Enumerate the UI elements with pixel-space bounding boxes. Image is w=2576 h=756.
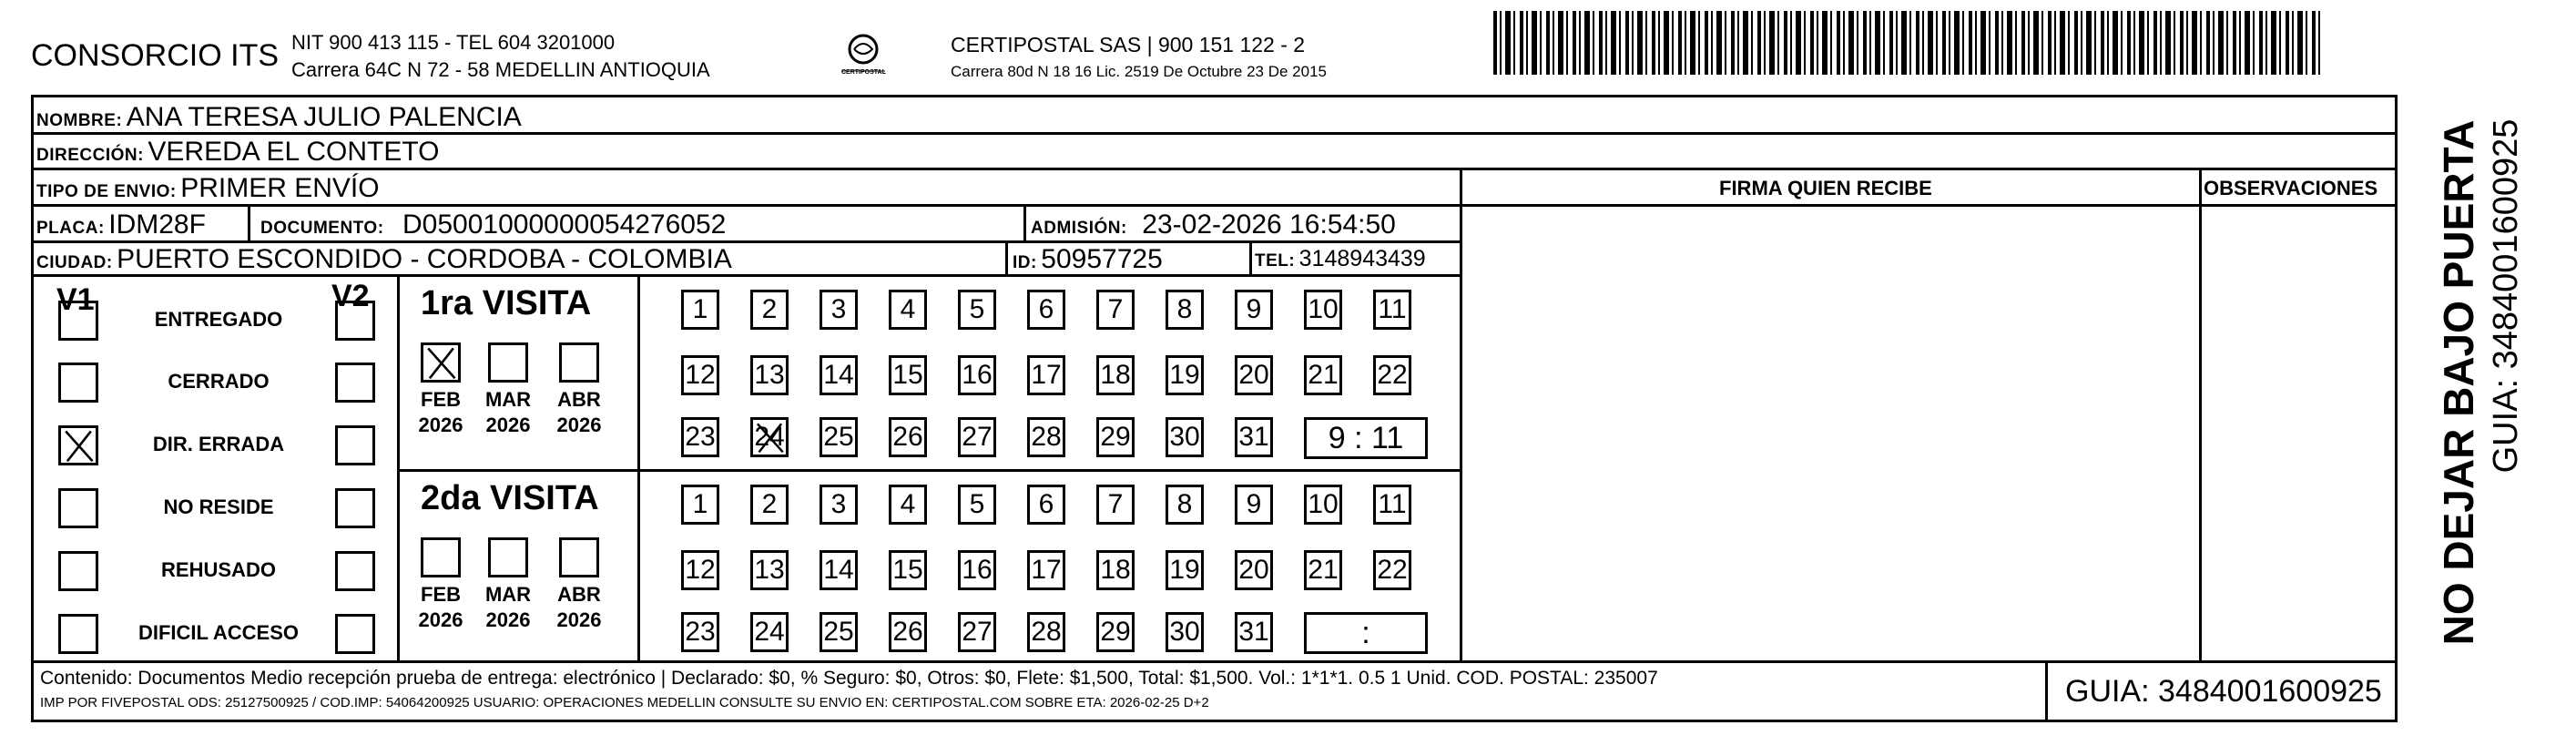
month-label: FEB <box>421 388 461 411</box>
day-box[interactable] <box>958 612 996 652</box>
footer-guia: GUIA: 3484001600925 <box>2065 674 2382 709</box>
firma-header: FIRMA QUIEN RECIBE <box>1719 177 1932 199</box>
placa-value: IDM28F <box>108 209 206 240</box>
year-label: 2026 <box>556 414 602 436</box>
day-number: 27 <box>962 422 993 452</box>
documento-value: D05001000000054276052 <box>402 209 727 240</box>
day-box[interactable] <box>958 290 996 330</box>
visit-title: 1ra VISITA <box>421 284 592 322</box>
day-number: 5 <box>969 294 985 324</box>
day-number: 5 <box>969 489 985 519</box>
day-box[interactable] <box>889 612 927 652</box>
row-line <box>31 168 2395 170</box>
day-number: 8 <box>1176 489 1193 519</box>
day-number: 2 <box>761 489 778 519</box>
day-box[interactable] <box>681 355 719 395</box>
day-number: 11 <box>1378 489 1407 519</box>
month-label: ABR <box>557 583 601 606</box>
month-checkbox[interactable] <box>559 537 599 577</box>
month-checkbox[interactable] <box>559 342 599 383</box>
month-checkbox[interactable] <box>421 342 461 383</box>
day-box[interactable] <box>1027 417 1065 457</box>
year-label: 2026 <box>485 608 531 631</box>
day-box[interactable] <box>820 290 858 330</box>
company-address: Carrera 64C N 72 - 58 MEDELLIN ANTIOQUIA <box>291 58 710 81</box>
day-number: 12 <box>685 555 716 585</box>
day-number: 25 <box>823 422 854 452</box>
documento-label: DOCUMENTO: <box>260 219 384 238</box>
visit-split <box>397 469 1461 472</box>
day-box[interactable] <box>1166 290 1204 330</box>
row-line <box>31 240 1462 243</box>
day-box[interactable] <box>750 290 789 330</box>
day-number: 22 <box>1377 360 1408 390</box>
day-box[interactable] <box>820 550 858 590</box>
day-box[interactable] <box>958 355 996 395</box>
day-number: 21 <box>1308 360 1339 390</box>
side-warning: NO DEJAR BAJO PUERTA <box>2435 119 2482 646</box>
day-number: 25 <box>823 617 854 647</box>
day-box[interactable] <box>681 485 719 525</box>
day-box[interactable] <box>1166 417 1204 457</box>
day-box[interactable] <box>1096 417 1135 457</box>
certipostal-logo <box>836 31 891 82</box>
year-label: 2026 <box>418 608 463 631</box>
ciudad-label: CIUDAD: <box>36 253 113 272</box>
col-line <box>1023 204 1026 240</box>
company-name: CONSORCIO ITS <box>31 38 280 73</box>
day-number: 17 <box>1031 555 1062 585</box>
day-number: 19 <box>1169 555 1200 585</box>
day-number: 13 <box>754 555 785 585</box>
day-number: 10 <box>1308 294 1339 324</box>
day-number: 20 <box>1238 555 1269 585</box>
v2-checkbox[interactable] <box>335 363 375 403</box>
col-line <box>2045 660 2048 720</box>
day-box[interactable] <box>681 612 719 652</box>
row-line <box>31 132 2395 135</box>
time-value: : <box>1361 615 1370 650</box>
admision-value: 23-02-2026 16:54:50 <box>1142 209 1396 240</box>
day-box[interactable] <box>1235 355 1273 395</box>
day-number: 3 <box>830 489 847 519</box>
day-number: 16 <box>962 555 993 585</box>
tipo-value: PRIMER ENVÍO <box>180 173 380 203</box>
col-line <box>1460 168 1462 662</box>
day-box[interactable] <box>1096 290 1135 330</box>
day-box[interactable] <box>1235 417 1273 457</box>
day-box[interactable] <box>820 355 858 395</box>
day-number: 26 <box>892 617 923 647</box>
month-checkbox[interactable] <box>488 342 528 383</box>
day-number: 23 <box>685 617 716 647</box>
documento-cell <box>260 211 726 239</box>
nombre-row <box>36 104 522 131</box>
day-box[interactable] <box>681 417 719 457</box>
year-label: 2026 <box>485 414 531 436</box>
day-number: 6 <box>1038 294 1054 324</box>
year-label: 2026 <box>418 414 463 436</box>
day-number: 22 <box>1377 555 1408 585</box>
day-number: 12 <box>685 360 716 390</box>
visit-title: 2da VISITA <box>421 479 599 517</box>
v2-checkbox[interactable] <box>335 301 375 341</box>
day-number: 21 <box>1308 555 1339 585</box>
day-number: 9 <box>1246 294 1262 324</box>
day-number: 2 <box>761 294 778 324</box>
x-mark-icon <box>753 420 786 455</box>
col-line <box>2199 168 2202 662</box>
day-number: 8 <box>1176 294 1193 324</box>
status-label: REHUSADO <box>161 558 276 581</box>
month-label: MAR <box>484 388 532 411</box>
frame-top <box>31 95 2397 97</box>
day-number: 14 <box>823 555 854 585</box>
day-number: 1 <box>692 294 708 324</box>
col-line <box>397 274 400 661</box>
day-number: 28 <box>1031 422 1062 452</box>
v2-checkbox[interactable] <box>335 614 375 654</box>
ciudad-value: PUERTO ESCONDIDO - CORDOBA - COLOMBIA <box>117 244 732 274</box>
day-box[interactable] <box>750 355 789 395</box>
status-label: DIR. ERRADA <box>152 433 285 455</box>
x-mark-icon <box>61 428 96 463</box>
day-box[interactable] <box>1235 550 1273 590</box>
day-number: 7 <box>1107 489 1124 519</box>
day-number: 31 <box>1238 617 1269 647</box>
footer-contenido: Contenido: Documentos Medio recepción prueba de entrega: electrónico | Declarado: $0, % Seguro: $0, Otros: $0, Flete: $1,500, Total: $1,500. Vol.: 1*1*1. 0.5 1 Unid. COD. POSTAL: 235007 <box>40 668 1658 689</box>
month-checkbox[interactable] <box>488 537 528 577</box>
tel-cell <box>1255 248 1426 271</box>
day-number: 4 <box>900 489 916 519</box>
day-box[interactable] <box>1096 612 1135 652</box>
id-cell <box>1013 246 1163 273</box>
status-label: NO RESIDE <box>163 495 274 518</box>
v1-checkbox[interactable] <box>58 614 98 654</box>
day-number: 3 <box>830 294 847 324</box>
day-number: 24 <box>754 617 785 647</box>
day-box[interactable] <box>681 550 719 590</box>
day-number: 15 <box>892 555 923 585</box>
v1-checkbox[interactable] <box>58 363 98 403</box>
status-label: DIFICIL ACCESO <box>137 621 299 644</box>
day-box[interactable] <box>1304 485 1342 525</box>
day-box[interactable] <box>1373 355 1411 395</box>
day-number: 18 <box>1100 360 1131 390</box>
side-guia: GUIA: 3484001600925 <box>2487 118 2525 474</box>
certipostal-line1: CERTIPOSTAL SAS | 900 151 122 - 2 <box>951 33 1306 56</box>
day-box[interactable] <box>750 417 789 457</box>
col-line <box>1249 240 1252 275</box>
id-label: ID: <box>1013 253 1037 272</box>
v2-checkbox[interactable] <box>335 488 375 528</box>
company-nit: NIT 900 413 115 - TEL 604 3201000 <box>291 31 616 54</box>
month-label: MAR <box>484 583 532 606</box>
footer-imp: IMP POR FIVEPOSTAL ODS: 25127500925 / COD.IMP: 54064200925 USUARIO: OPERACIONES MEDELLIN CONSULTE SU ENVIO EN: CERTIPOSTAL.COM SOBRE ETA: 2026-02-25 D+2 <box>40 695 1209 710</box>
status-label: ENTREGADO <box>154 308 283 331</box>
direccion-label: DIRECCIÓN: <box>36 146 144 165</box>
certipostal-line2: Carrera 80d N 18 16 Lic. 2519 De Octubre 23 De 2015 <box>951 63 1327 80</box>
day-number: 15 <box>892 360 923 390</box>
day-box[interactable] <box>1235 290 1273 330</box>
id-value: 50957725 <box>1041 244 1163 274</box>
day-box[interactable] <box>1373 550 1411 590</box>
v2-header: V2 <box>331 279 370 313</box>
month-label: FEB <box>421 583 461 606</box>
direccion-row <box>36 138 440 166</box>
day-number: 26 <box>892 422 923 452</box>
day-number: 29 <box>1100 617 1131 647</box>
col-line <box>637 274 640 661</box>
day-box[interactable] <box>1027 485 1065 525</box>
day-box[interactable] <box>750 612 789 652</box>
day-box[interactable] <box>820 612 858 652</box>
observaciones-header: OBSERVACIONES <box>2204 177 2378 199</box>
frame-right <box>2395 95 2398 722</box>
day-box[interactable] <box>1027 355 1065 395</box>
day-box[interactable] <box>958 485 996 525</box>
day-number: 19 <box>1169 360 1200 390</box>
day-number: 23 <box>685 422 716 452</box>
barcode <box>1493 11 2322 75</box>
logo-text: CERTIPOSTAL <box>841 69 886 76</box>
nombre-label: NOMBRE: <box>36 111 123 130</box>
month-checkbox[interactable] <box>421 537 461 577</box>
day-box[interactable] <box>889 550 927 590</box>
day-box[interactable] <box>681 290 719 330</box>
day-box[interactable] <box>1096 485 1135 525</box>
day-box[interactable] <box>1166 485 1204 525</box>
day-number: 17 <box>1031 360 1062 390</box>
tipo-label: TIPO DE ENVIO: <box>36 182 177 201</box>
day-box[interactable] <box>1373 485 1411 525</box>
day-box[interactable] <box>889 290 927 330</box>
day-number: 9 <box>1246 489 1262 519</box>
col-line <box>248 204 250 240</box>
day-number: 7 <box>1107 294 1124 324</box>
day-number: 13 <box>754 360 785 390</box>
v1-checkbox[interactable] <box>58 301 98 341</box>
day-number: 10 <box>1308 489 1339 519</box>
day-number: 14 <box>823 360 854 390</box>
day-number: 24 <box>754 422 785 452</box>
x-mark-icon <box>423 345 458 380</box>
day-number: 20 <box>1238 360 1269 390</box>
v1-checkbox[interactable] <box>58 488 98 528</box>
v1-checkbox[interactable] <box>58 425 98 465</box>
day-box[interactable] <box>1096 550 1135 590</box>
day-number: 27 <box>962 617 993 647</box>
frame-bottom <box>31 720 2397 722</box>
day-box[interactable] <box>820 485 858 525</box>
day-box[interactable] <box>1027 550 1065 590</box>
v1-header: V1 <box>56 282 95 317</box>
day-number: 30 <box>1169 422 1200 452</box>
status-label: CERRADO <box>168 370 270 393</box>
time-box[interactable] <box>1304 612 1428 654</box>
col-line <box>1005 240 1008 275</box>
direccion-value: VEREDA EL CONTETO <box>148 137 440 167</box>
time-value: 9 : 11 <box>1328 420 1404 455</box>
day-box[interactable] <box>750 550 789 590</box>
row-line <box>31 274 1462 277</box>
day-box[interactable] <box>1027 612 1065 652</box>
v2-checkbox[interactable] <box>335 551 375 591</box>
day-number: 11 <box>1378 294 1407 324</box>
day-number: 30 <box>1169 617 1200 647</box>
day-number: 31 <box>1238 422 1269 452</box>
v1-checkbox[interactable] <box>58 551 98 591</box>
day-box[interactable] <box>889 417 927 457</box>
day-box[interactable] <box>1166 355 1204 395</box>
month-label: ABR <box>557 388 601 411</box>
day-box[interactable] <box>1235 485 1273 525</box>
day-number: 16 <box>962 360 993 390</box>
day-number: 28 <box>1031 617 1062 647</box>
row-line <box>31 204 2395 207</box>
day-box[interactable] <box>1166 612 1204 652</box>
day-box[interactable] <box>1304 355 1342 395</box>
day-box[interactable] <box>889 485 927 525</box>
day-number: 6 <box>1038 489 1054 519</box>
admision-label: ADMISIÓN: <box>1031 219 1127 238</box>
day-box[interactable] <box>958 550 996 590</box>
day-box[interactable] <box>1304 550 1342 590</box>
v2-checkbox[interactable] <box>335 425 375 465</box>
tel-label: TEL: <box>1255 251 1296 271</box>
day-box[interactable] <box>750 485 789 525</box>
day-number: 4 <box>900 294 916 324</box>
day-box[interactable] <box>1027 290 1065 330</box>
tel-value: 3148943439 <box>1298 246 1426 271</box>
day-box[interactable] <box>1096 355 1135 395</box>
tipo-row <box>36 175 380 202</box>
placa-cell <box>36 211 206 239</box>
placa-label: PLACA: <box>36 219 105 238</box>
day-box[interactable] <box>1373 290 1411 330</box>
day-number: 29 <box>1100 422 1131 452</box>
year-label: 2026 <box>556 608 602 631</box>
row-line <box>31 660 2395 663</box>
day-box[interactable] <box>1235 612 1273 652</box>
day-box[interactable] <box>820 417 858 457</box>
day-box[interactable] <box>958 417 996 457</box>
day-number: 18 <box>1100 555 1131 585</box>
day-box[interactable] <box>889 355 927 395</box>
day-box[interactable] <box>1304 290 1342 330</box>
admision-cell <box>1031 211 1396 239</box>
day-box[interactable] <box>1166 550 1204 590</box>
time-box[interactable] <box>1304 417 1428 459</box>
day-number: 1 <box>692 489 708 519</box>
ciudad-cell <box>36 246 732 273</box>
frame-left <box>31 95 34 722</box>
nombre-value: ANA TERESA JULIO PALENCIA <box>126 102 522 132</box>
